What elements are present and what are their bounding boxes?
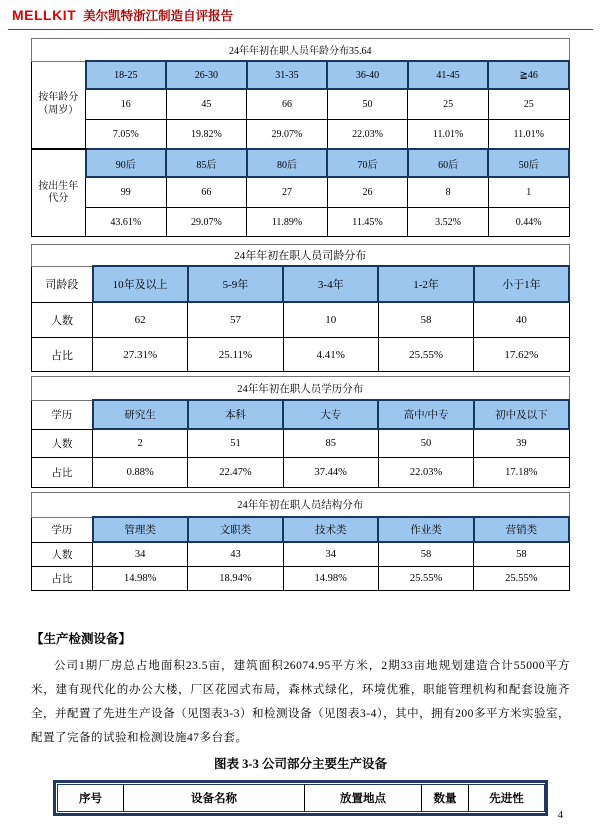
- education-header-cell: 高中/中专: [378, 400, 473, 429]
- equipment-table-border: [53, 780, 548, 816]
- tenure-row-label: 人数: [32, 302, 93, 338]
- structure-percent-cell: 14.98%: [93, 567, 188, 591]
- decade-percent-cell: 43.61%: [86, 208, 167, 237]
- age-percent-cell: 22.03%: [327, 120, 408, 150]
- education-row-label: 学历: [32, 400, 93, 429]
- decade-percent-cell: 11.89%: [247, 208, 328, 237]
- structure-count-cell: 43: [188, 542, 283, 567]
- structure-row-label: 占比: [32, 567, 93, 591]
- education-count-cell: 2: [93, 429, 188, 458]
- structure-row-label: 学历: [32, 517, 93, 542]
- tenure-header-cell: 10年及以上: [93, 266, 188, 302]
- age-percent-cell: 11.01%: [488, 120, 569, 150]
- tenure-count-cell: 58: [378, 302, 473, 338]
- age-percent-cell: 7.05%: [86, 120, 167, 150]
- structure-count-cell: 58: [474, 542, 569, 567]
- decade-header-cell: 80后: [247, 149, 328, 177]
- age-percent-cell: 11.01%: [408, 120, 489, 150]
- structure-percent-cell: 25.55%: [474, 567, 569, 591]
- decade-count-cell: 66: [166, 177, 247, 208]
- equipment-header-cell: 设备名称: [124, 785, 305, 812]
- age-count-cell: 25: [488, 89, 569, 120]
- figure-caption: 图表 3-3 公司部分主要生产设备: [214, 757, 387, 771]
- decade-header-cell: 90后: [86, 149, 167, 177]
- structure-percent-cell: 25.55%: [378, 567, 473, 591]
- tenure-percent-cell: 17.62%: [474, 338, 569, 372]
- education-table-title: 24年年初在职人员学历分布: [32, 377, 570, 401]
- age-header-cell: 41-45: [408, 61, 489, 89]
- equipment-header-cell: 放置地点: [305, 785, 422, 812]
- tenure-row-label: 占比: [32, 338, 93, 372]
- structure-table-title: 24年年初在职人员结构分布: [32, 493, 570, 518]
- age-header-cell: ≧46: [488, 61, 569, 89]
- education-percent-cell: 22.47%: [188, 458, 283, 488]
- structure-row-label: 人数: [32, 542, 93, 567]
- structure-distribution-table: [31, 492, 570, 591]
- brand-logo-text: MELLKIT: [12, 7, 77, 23]
- age-percent-cell: 29.07%: [247, 120, 328, 150]
- education-distribution-table: [31, 376, 570, 488]
- decade-count-cell: 27: [247, 177, 328, 208]
- page-number: 4: [557, 810, 563, 821]
- decade-header-cell: 50后: [488, 149, 569, 177]
- education-row-label: 人数: [32, 429, 93, 458]
- age-distribution-table: [31, 38, 570, 237]
- education-row-label: 占比: [32, 458, 93, 488]
- education-percent-cell: 17.18%: [474, 458, 569, 488]
- age-count-cell: 45: [166, 89, 247, 120]
- education-count-cell: 39: [474, 429, 569, 458]
- tenure-count-cell: 10: [283, 302, 378, 338]
- decade-header-cell: 60后: [408, 149, 489, 177]
- age-header-cell: 36-40: [327, 61, 408, 89]
- education-header-cell: 大专: [283, 400, 378, 429]
- age-header-cell: 18-25: [86, 61, 167, 89]
- decade-header-cell: 70后: [327, 149, 408, 177]
- age-count-cell: 16: [86, 89, 167, 120]
- tenure-count-cell: 40: [474, 302, 569, 338]
- education-count-cell: 85: [283, 429, 378, 458]
- education-header-cell: 研究生: [93, 400, 188, 429]
- equipment-table: [57, 784, 545, 812]
- education-header-cell: 本科: [188, 400, 283, 429]
- page-header: [8, 6, 593, 30]
- structure-header-cell: 作业类: [378, 517, 473, 542]
- education-percent-cell: 37.44%: [283, 458, 378, 488]
- tenure-percent-cell: 27.31%: [93, 338, 188, 372]
- decade-percent-cell: 3.52%: [408, 208, 489, 237]
- age-count-cell: 25: [408, 89, 489, 120]
- decade-percent-cell: 11.45%: [327, 208, 408, 237]
- report-title: 美尔凯特浙江制造自评报告: [83, 9, 234, 23]
- age-group-label: 按年龄分（周岁）: [32, 61, 86, 149]
- structure-header-cell: 管理类: [93, 517, 188, 542]
- decade-count-cell: 26: [327, 177, 408, 208]
- age-table-title: 24年年初在职人员年龄分布35.64: [32, 39, 570, 62]
- age-percent-cell: 19.82%: [166, 120, 247, 150]
- structure-count-cell: 58: [378, 542, 473, 567]
- education-count-cell: 51: [188, 429, 283, 458]
- decade-percent-cell: 0.44%: [488, 208, 569, 237]
- tenure-percent-cell: 25.11%: [188, 338, 283, 372]
- structure-count-cell: 34: [93, 542, 188, 567]
- tenure-row-label: 司龄段: [32, 266, 93, 302]
- equipment-header-cell: 数量: [422, 785, 469, 812]
- structure-percent-cell: 14.98%: [283, 567, 378, 591]
- body-paragraph: 公司1期厂房总占地面积23.5亩，建筑面积26074.95平方米，2期33亩地规划建造合计55000平方米，建有现代化的办公大楼，厂区花园式布局，森林式绿化，环境优雅，职能管理机构和配套设施齐全，并配置了先进生产设备（见图表3-3）和检测设备（见图表3-4），其中，拥有200多平方米实验室，配置了完备的试验和检测设施47多台套。: [31, 660, 570, 744]
- equipment-header-cell: 序号: [79, 793, 102, 805]
- tenure-header-cell: 1-2年: [378, 266, 473, 302]
- age-header-cell: 26-30: [166, 61, 247, 89]
- education-percent-cell: 22.03%: [378, 458, 473, 488]
- structure-header-cell: 文职类: [188, 517, 283, 542]
- tenure-percent-cell: 25.55%: [378, 338, 473, 372]
- age-count-cell: 66: [247, 89, 328, 120]
- structure-header-cell: 营销类: [474, 517, 569, 542]
- page-content: [31, 38, 570, 816]
- tenure-header-cell: 小于1年: [474, 266, 569, 302]
- tenure-count-cell: 62: [93, 302, 188, 338]
- decade-count-cell: 99: [86, 177, 167, 208]
- decade-count-cell: 1: [488, 177, 569, 208]
- decade-percent-cell: 29.07%: [166, 208, 247, 237]
- equipment-header-cell: 先进性: [469, 785, 545, 812]
- tenure-header-cell: 3-4年: [283, 266, 378, 302]
- structure-header-cell: 技术类: [283, 517, 378, 542]
- tenure-table-title: 24年年初在职人员司龄分布: [32, 245, 570, 267]
- structure-count-cell: 34: [283, 542, 378, 567]
- birth-decade-group-label: 按出生年代分: [32, 149, 86, 237]
- tenure-percent-cell: 4.41%: [283, 338, 378, 372]
- education-percent-cell: 0.88%: [93, 458, 188, 488]
- tenure-count-cell: 57: [188, 302, 283, 338]
- decade-count-cell: 8: [408, 177, 489, 208]
- age-header-cell: 31-35: [247, 61, 328, 89]
- age-count-cell: 50: [327, 89, 408, 120]
- education-count-cell: 50: [378, 429, 473, 458]
- education-header-cell: 初中及以下: [474, 400, 569, 429]
- decade-header-cell: 85后: [166, 149, 247, 177]
- section-heading: 【生产检测设备】: [31, 632, 132, 646]
- tenure-header-cell: 5-9年: [188, 266, 283, 302]
- structure-percent-cell: 18.94%: [188, 567, 283, 591]
- tenure-distribution-table: [31, 244, 570, 372]
